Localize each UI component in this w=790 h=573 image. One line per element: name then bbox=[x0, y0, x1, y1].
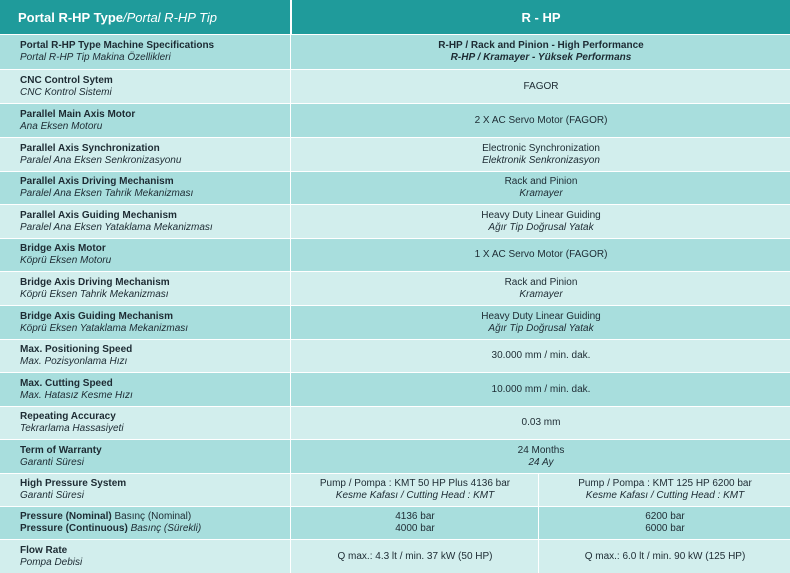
row-label-tr: Garanti Süresi bbox=[20, 456, 84, 468]
table-header-left bbox=[0, 0, 291, 34]
pressure-continuous-125hp: 6000 bar bbox=[645, 523, 685, 534]
pressure-nominal-en: Pressure (Nominal) bbox=[20, 511, 112, 522]
header-title-tr: Portal R-HP Tip bbox=[126, 9, 218, 25]
row-value bbox=[292, 172, 790, 204]
row-label-en: Term of Warranty bbox=[20, 444, 102, 456]
row-label bbox=[0, 474, 291, 506]
row-label bbox=[0, 104, 291, 137]
row-value bbox=[292, 373, 790, 406]
row-label bbox=[0, 306, 291, 339]
row-label bbox=[0, 35, 291, 69]
row-value bbox=[292, 138, 790, 171]
row-value-en: R-HP / Rack and Pinion - High Performance bbox=[438, 40, 644, 51]
row-label-en: Parallel Axis Guiding Mechanism bbox=[20, 209, 177, 221]
row-label-tr: Köprü Eksen Tahrik Mekanizması bbox=[20, 288, 169, 300]
row-label bbox=[0, 239, 291, 271]
header-title: Portal R-HP Type bbox=[18, 9, 123, 25]
row-value-en: 2 X AC Servo Motor (FAGOR) bbox=[474, 114, 608, 126]
row-label-en: Bridge Axis Motor bbox=[20, 243, 106, 254]
row-value-tr: R-HP / Kramayer - Yüksek Performans bbox=[450, 52, 632, 63]
row-label bbox=[0, 205, 291, 238]
row-label-tr: Ana Eksen Motoru bbox=[20, 120, 103, 132]
row-label-tr: Paralel Ana Eksen Tahrik Mekanizması bbox=[20, 188, 194, 199]
row-label-en: Bridge Axis Guiding Mechanism bbox=[20, 310, 173, 322]
row-value-en: Heavy Duty Linear Guiding bbox=[481, 310, 601, 322]
row-value bbox=[292, 272, 790, 305]
header-separator: / bbox=[122, 9, 127, 25]
row-label-en: Parallel Axis Driving Mechanism bbox=[20, 176, 174, 187]
pressure-continuous-50hp: 4000 bar bbox=[395, 523, 435, 534]
row-label-tr: Tekrarlama Hassasiyeti bbox=[20, 423, 124, 434]
pressure-nominal-label bbox=[20, 511, 290, 523]
row-value-en: FAGOR bbox=[523, 80, 559, 92]
row-value-en: 24 Months bbox=[517, 444, 565, 456]
table-row bbox=[0, 373, 790, 407]
row-label bbox=[0, 373, 291, 406]
table-row-flow bbox=[0, 540, 790, 573]
value-col-125hp bbox=[540, 540, 790, 573]
pressure-nominal-125hp: 6200 bar bbox=[645, 511, 685, 522]
row-label-tr: Max. Pozisyonlama Hızı bbox=[20, 356, 128, 367]
row-label-tr: Pompa Debisi bbox=[20, 556, 83, 568]
pressure-continuous-en: Pressure (Continuous) bbox=[20, 523, 128, 534]
row-label-tr: Köprü Eksen Yataklama Mekanizması bbox=[20, 322, 189, 334]
row-value-en: Rack and Pinion bbox=[504, 176, 578, 187]
row-label-en: Bridge Axis Driving Mechanism bbox=[20, 276, 170, 288]
value-col-125hp bbox=[540, 507, 790, 539]
row-value-en: 10.000 mm / min. dak. bbox=[491, 383, 591, 395]
table-row bbox=[0, 104, 790, 138]
pressure-continuous-tr: Basınç (Sürekli) bbox=[127, 523, 202, 534]
row-value bbox=[292, 35, 790, 69]
row-label bbox=[0, 407, 291, 439]
flow-125hp: Q max.: 6.0 lt / min. 90 kW (125 HP) bbox=[584, 550, 746, 562]
row-label-tr: Paralel Ana Eksen Yataklama Mekanizması bbox=[20, 221, 213, 233]
table-row bbox=[0, 272, 790, 306]
row-value-tr: Kramayer bbox=[519, 188, 563, 199]
row-value-en: Rack and Pinion bbox=[504, 276, 578, 288]
header-model: R - HP bbox=[521, 9, 561, 25]
row-label bbox=[0, 440, 291, 473]
table-row bbox=[0, 205, 790, 239]
row-label bbox=[0, 507, 291, 539]
table-row bbox=[0, 239, 790, 272]
row-value-en: 30.000 mm / min. dak. bbox=[491, 350, 591, 361]
row-value-en: 0.03 mm bbox=[521, 417, 561, 428]
table-row bbox=[0, 70, 790, 104]
row-label-tr: Portal R-HP Tip Makina Özellikleri bbox=[20, 52, 171, 63]
row-value bbox=[292, 205, 790, 238]
pressure-nominal-50hp: 4136 bar bbox=[395, 511, 435, 522]
value-col-50hp bbox=[292, 474, 539, 506]
flow-50hp: Q max.: 4.3 lt / min. 37 kW (50 HP) bbox=[337, 550, 493, 562]
row-label bbox=[0, 340, 291, 372]
row-label-tr: Köprü Eksen Motoru bbox=[20, 255, 112, 266]
pump-50hp: Pump / Pompa : KMT 50 HP Plus 4136 bar bbox=[319, 478, 511, 489]
table-row bbox=[0, 138, 790, 172]
row-label bbox=[0, 138, 291, 171]
row-label-en: Repeating Accuracy bbox=[20, 411, 116, 422]
row-value bbox=[292, 239, 790, 271]
table-header-right bbox=[292, 0, 790, 34]
table-row bbox=[0, 407, 790, 440]
row-value-tr: 24 Ay bbox=[528, 456, 554, 468]
row-label-en: Flow Rate bbox=[20, 544, 68, 556]
table-row-high-pressure bbox=[0, 474, 790, 507]
pressure-nominal-tr: Basınç (Nominal) bbox=[111, 511, 192, 522]
row-value bbox=[292, 70, 790, 103]
row-label-tr: Max. Hatasız Kesme Hızı bbox=[20, 389, 133, 401]
pump-125hp: Pump / Pompa : KMT 125 HP 6200 bar bbox=[578, 478, 752, 489]
row-value-en: Heavy Duty Linear Guiding bbox=[481, 209, 601, 221]
row-label-en: Parallel Main Axis Motor bbox=[20, 108, 136, 120]
row-value-tr: Ağır Tip Doğrusal Yatak bbox=[488, 322, 594, 334]
pressure-continuous-label bbox=[20, 523, 290, 535]
row-label-en: Parallel Axis Synchronization bbox=[20, 142, 160, 154]
table-row bbox=[0, 306, 790, 340]
row-label bbox=[0, 540, 291, 573]
row-label-tr: Garanti Süresi bbox=[20, 490, 84, 501]
row-label-en: High Pressure System bbox=[20, 478, 127, 489]
row-value-tr: Kramayer bbox=[519, 288, 563, 300]
row-value-en: 1 X AC Servo Motor (FAGOR) bbox=[474, 249, 608, 260]
row-label bbox=[0, 172, 291, 204]
row-value bbox=[292, 340, 790, 372]
row-value bbox=[292, 440, 790, 473]
row-label-en: Portal R-HP Type Machine Specifications bbox=[20, 40, 215, 51]
row-label-en: CNC Control Sytem bbox=[20, 74, 113, 86]
row-value-tr: Ağır Tip Doğrusal Yatak bbox=[488, 221, 594, 233]
row-label-tr: Paralel Ana Eksen Senkronizasyonu bbox=[20, 154, 182, 166]
row-label bbox=[0, 70, 291, 103]
cutting-head-125hp: Kesme Kafası / Cutting Head : KMT bbox=[585, 490, 745, 501]
row-value bbox=[292, 104, 790, 137]
value-col-125hp bbox=[540, 474, 790, 506]
value-col-50hp bbox=[292, 507, 539, 539]
row-label-en: Max. Positioning Speed bbox=[20, 344, 133, 355]
cutting-head-50hp: Kesme Kafası / Cutting Head : KMT bbox=[335, 490, 495, 501]
table-row bbox=[0, 35, 790, 70]
table-row bbox=[0, 440, 790, 474]
value-col-50hp bbox=[292, 540, 539, 573]
row-label bbox=[0, 272, 291, 305]
table-row bbox=[0, 340, 790, 373]
table-row bbox=[0, 172, 790, 205]
row-value-en: Electronic Synchronization bbox=[482, 142, 600, 154]
row-value bbox=[292, 407, 790, 439]
row-value-tr: Elektronik Senkronizasyon bbox=[482, 154, 600, 166]
table-row-pressure bbox=[0, 507, 790, 540]
row-label-en: Max. Cutting Speed bbox=[20, 377, 113, 389]
row-label-tr: CNC Kontrol Sistemi bbox=[20, 86, 112, 98]
row-value bbox=[292, 306, 790, 339]
